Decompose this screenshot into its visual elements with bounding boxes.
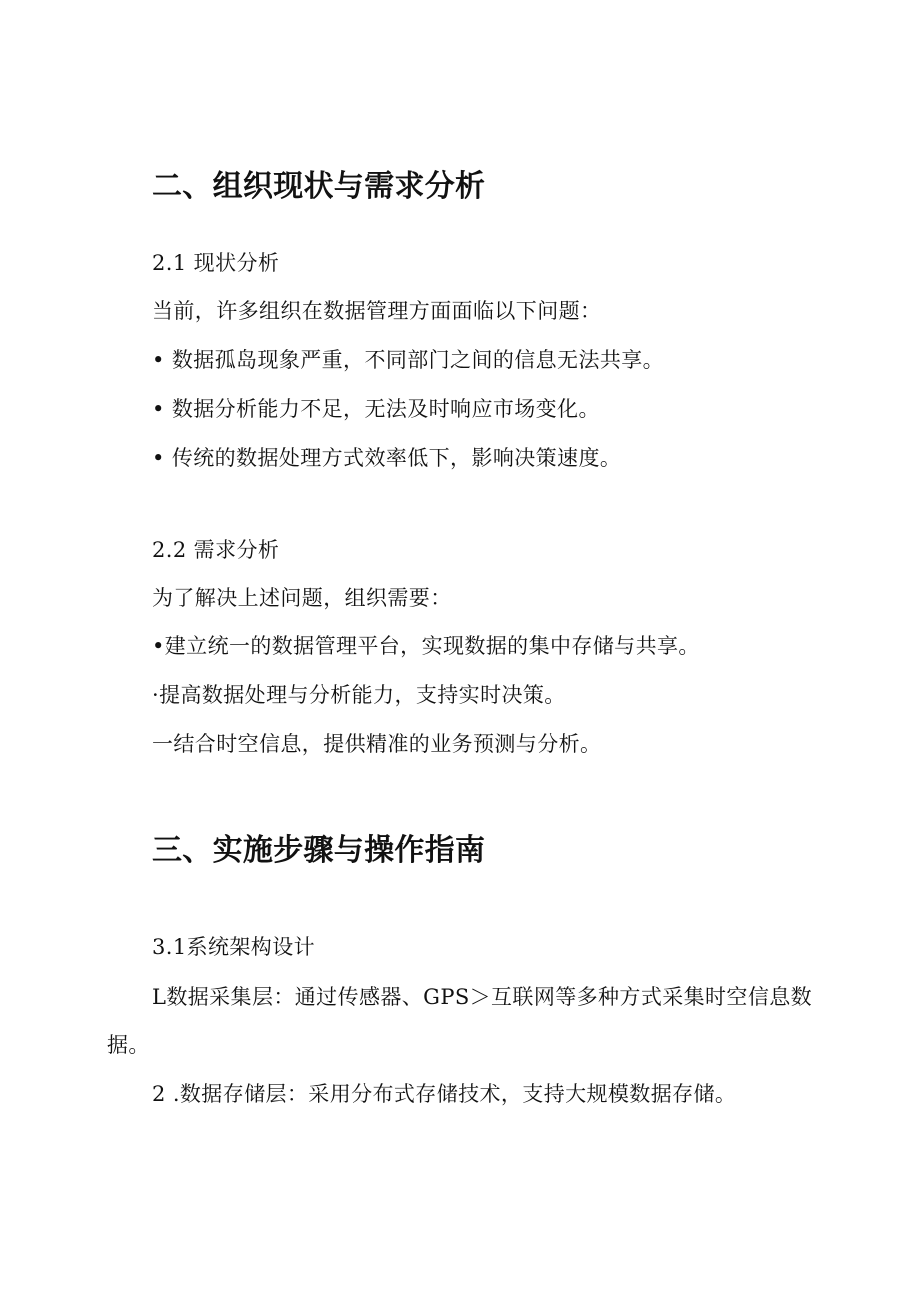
paragraph-intro-2-1: 当前，许多组织在数据管理方面面临以下问题： [152, 299, 602, 323]
subsection-title-2-1: 2.1 现状分析 [152, 251, 280, 275]
list-item: 2 .数据存储层：采用分布式存储技术，支持大规模数据存储。 [152, 1082, 737, 1106]
paragraph-intro-2-2: 为了解决上述问题，组织需要： [152, 586, 452, 610]
section-heading-3: 三、实施步骤与操作指南 [152, 833, 486, 868]
list-item: L数据采集层：通过传感器、GPS＞互联网等多种方式采集时空信息数 [152, 985, 813, 1009]
list-item: •建立统一的数据管理平台，实现数据的集中存储与共享。 [152, 634, 700, 658]
list-item: ·提高数据处理与分析能力，支持实时决策。 [152, 683, 566, 707]
list-item: • 数据孤岛现象严重，不同部门之间的信息无法共享。 [152, 348, 665, 372]
list-item: • 传统的数据处理方式效率低下，影响决策速度。 [152, 446, 622, 470]
section-heading-2: 二、组织现状与需求分析 [152, 169, 486, 204]
list-item-continuation: 据。 [107, 1033, 150, 1057]
subsection-title-3-1: 3.1系统架构设计 [152, 935, 315, 959]
list-item: • 数据分析能力不足，无法及时响应市场变化。 [152, 397, 600, 421]
list-item: 一结合时空信息，提供精准的业务预测与分析。 [152, 732, 602, 756]
subsection-title-2-2: 2.2 需求分析 [152, 538, 280, 562]
